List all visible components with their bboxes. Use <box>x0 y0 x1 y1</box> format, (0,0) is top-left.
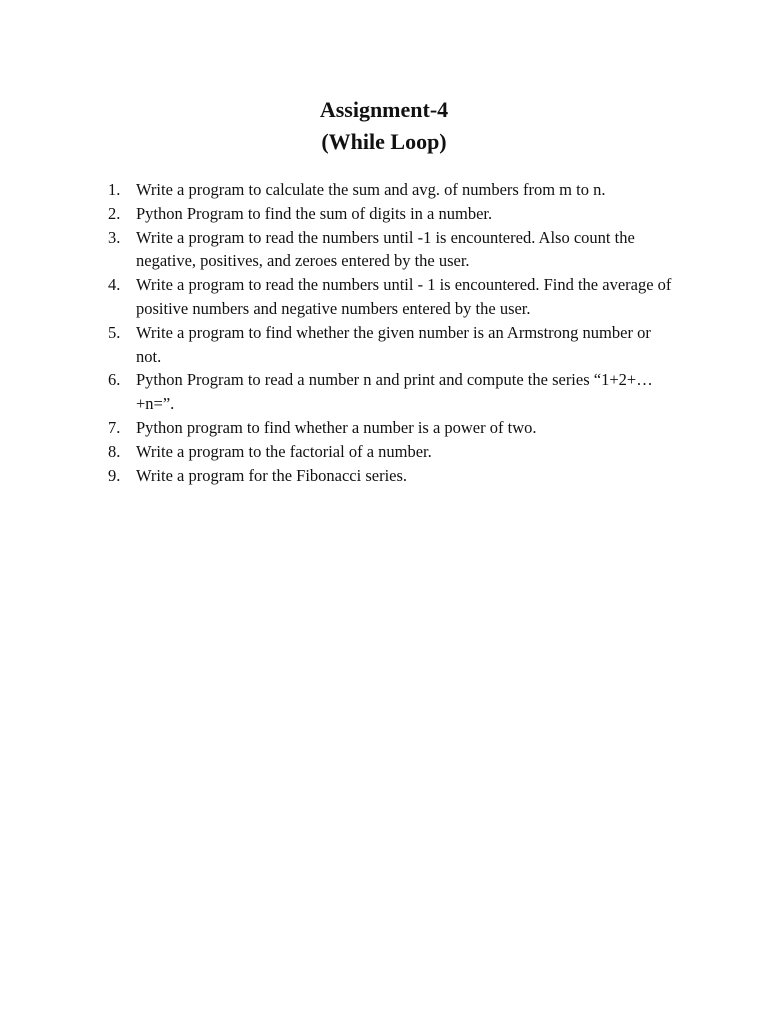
list-item <box>108 178 678 202</box>
task-list <box>108 178 678 487</box>
list-item-text: Write a program for the Fibonacci series. <box>136 465 408 485</box>
list-item-number: 6. <box>108 370 121 390</box>
list-item-text: Python Program to find the sum of digits in a number. <box>136 203 493 223</box>
list-item-number: 9. <box>108 465 121 485</box>
list-item <box>108 368 678 416</box>
title-block <box>0 94 768 158</box>
list-item-number: 3. <box>108 227 121 247</box>
list-item-number: 4. <box>108 275 121 295</box>
list-item <box>108 273 678 321</box>
list-item <box>108 464 678 488</box>
page-title: Assignment-4 <box>319 97 449 122</box>
list-item-number: 7. <box>108 417 121 437</box>
list-item-text: Write a program to read the numbers until - 1 is encountered. Find the average of positive numbers and negative numbers entered by the user. <box>136 275 672 318</box>
page-subtitle: (While Loop) <box>321 129 447 154</box>
list-item-text: Write a program to calculate the sum and avg. of numbers from m to n. <box>136 180 606 199</box>
list-item-text: Python program to find whether a number is a power of two. <box>136 417 537 437</box>
list-item-number: 2. <box>108 203 121 223</box>
list-item <box>108 416 678 440</box>
list-item-number: 8. <box>108 441 121 461</box>
list-item <box>108 440 678 464</box>
list-item <box>108 202 678 226</box>
list-item-text: Python Program to read a number n and print and compute the series “1+2+…+n=”. <box>136 370 653 414</box>
list-item <box>108 321 678 369</box>
list-item-text: Write a program to find whether the given number is an Armstrong number or not. <box>136 322 651 366</box>
list-item-number: 5. <box>108 322 121 342</box>
list-item-number: 1. <box>108 180 121 199</box>
list-item-text: Write a program to the factorial of a number. <box>136 441 432 461</box>
list-item <box>108 226 678 274</box>
list-item-text: Write a program to read the numbers until -1 is encountered. Also count the negative, positives, and zeroes entered by the user. <box>136 227 635 271</box>
